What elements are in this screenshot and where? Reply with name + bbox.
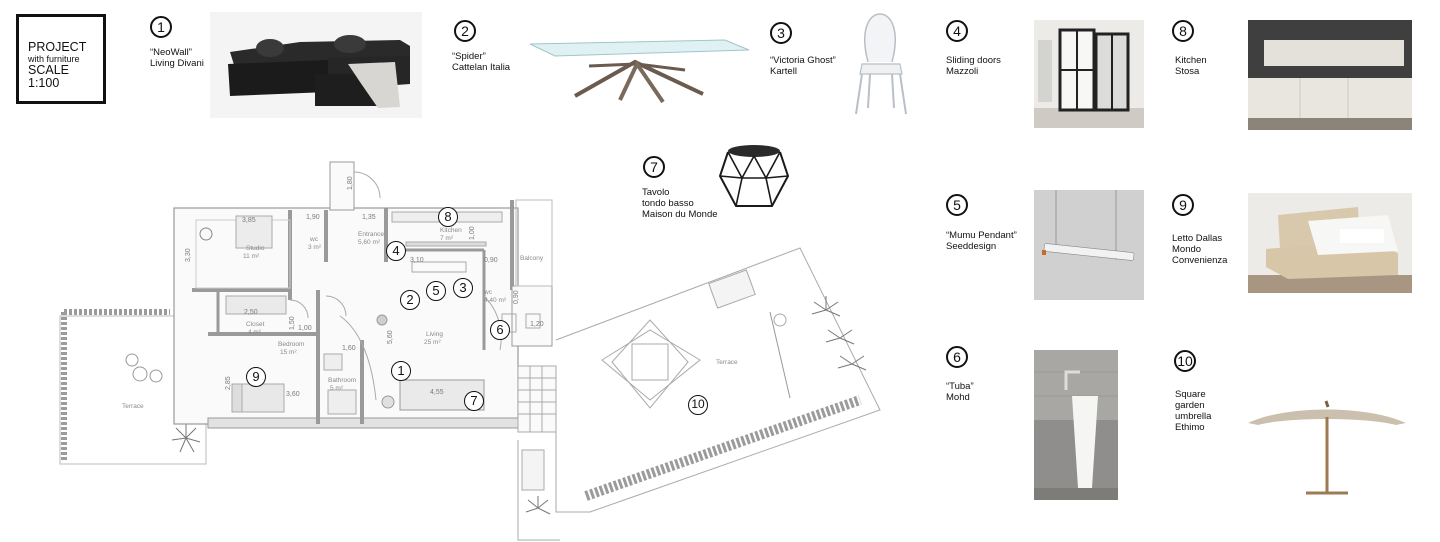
room-wc1: wc	[310, 236, 318, 243]
room-studio: Studio	[246, 245, 265, 252]
plan-marker-1: 1	[391, 361, 411, 381]
item-4-number: 4	[946, 20, 968, 42]
room-living-area: 25 m²	[424, 339, 441, 346]
plan-marker-3: 3	[453, 278, 473, 298]
item-5-label: “Mumu Pendant” Seeddesign	[946, 230, 1017, 252]
room-studio-area: 11 m²	[243, 253, 260, 260]
item-7-number: 7	[643, 156, 665, 178]
plan-marker-8: 8	[438, 207, 458, 227]
room-entrance-area: 5,60 m²	[358, 239, 381, 246]
plan-marker-10: 10	[688, 395, 708, 415]
room-kitchen-area: 7 m²	[440, 235, 453, 242]
item-1-number: 1	[150, 16, 172, 38]
item-9-number: 9	[1172, 194, 1194, 216]
item-1-label: “NeoWall” Living Divani	[150, 47, 204, 69]
dim-label: 1,80	[347, 176, 354, 190]
room-wc2-area: 4,40 m²	[484, 297, 507, 304]
item-2-label: “Spider” Cattelan Italia	[452, 51, 511, 73]
item-10-number: 10	[1174, 350, 1196, 372]
project-title: PROJECT	[28, 40, 87, 54]
project-scale: SCALE 1:100	[28, 63, 69, 90]
dim-label: 1,20	[530, 321, 544, 328]
dim-label: 1,00	[298, 325, 312, 332]
dim-label: 3,85	[242, 217, 256, 224]
room-bedroom: Bedroom	[278, 341, 305, 348]
dim-label: 3,60	[286, 391, 300, 398]
dim-label: 1,60	[342, 345, 356, 352]
plan-marker-2: 2	[400, 290, 420, 310]
item-8-label: Kitchen Stosa	[1175, 55, 1207, 77]
palm-plant-icon	[172, 424, 200, 452]
room-entrance: Entrance	[358, 231, 385, 238]
dim-label: 3,30	[185, 248, 192, 262]
dim-label: 1,00	[469, 226, 476, 240]
room-bedroom-area: 15 m²	[280, 349, 297, 356]
plan-marker-4: 4	[386, 241, 406, 261]
plan-marker-9: 9	[246, 367, 266, 387]
project-subtitle: with furniture	[28, 54, 80, 64]
item-3-label: “Victoria Ghost” Kartell	[770, 55, 836, 77]
item-6-number: 6	[946, 346, 968, 368]
item-9-label: Letto Dallas Mondo Convenienza	[1172, 233, 1228, 266]
dim-label: 2,85	[225, 376, 232, 390]
dim-label: 1,35	[362, 214, 376, 221]
item-8-number: 8	[1172, 20, 1194, 42]
dim-label: 3,10	[410, 257, 424, 264]
dim-label: 0,90	[484, 257, 498, 264]
dim-label: 1,90	[306, 214, 320, 221]
item-3-number: 3	[770, 22, 792, 44]
room-wc1-area: 3 m²	[308, 244, 321, 251]
dim-label: 1,50	[289, 316, 296, 330]
plan-marker-5: 5	[426, 281, 446, 301]
room-terrace-right: Terrace	[716, 359, 738, 366]
room-closet-area: 4 m²	[248, 329, 261, 336]
dim-label: 4,55	[430, 389, 444, 396]
room-closet: Closet	[246, 321, 265, 328]
room-bathroom: Bathroom	[328, 377, 357, 384]
room-bathroom-area: 5 m²	[330, 385, 343, 392]
dim-label: 5,60	[387, 330, 394, 344]
item-4-label: Sliding doors Mazzoli	[946, 55, 1001, 77]
right-terrace	[518, 248, 880, 540]
dim-label: 2,50	[244, 309, 258, 316]
plan-marker-7: 7	[464, 391, 484, 411]
item-5-number: 5	[946, 194, 968, 216]
room-wc2: wc	[484, 289, 492, 296]
plan-marker-6: 6	[490, 320, 510, 340]
room-balcony: Balcony	[520, 255, 544, 262]
dim-label: 0,90	[513, 290, 520, 304]
item-2-number: 2	[454, 20, 476, 42]
item-7-label: Tavolo tondo basso Maison du Monde	[642, 187, 718, 220]
room-kitchen: Kitchen	[440, 227, 462, 234]
room-terrace-left: Terrace	[122, 403, 144, 410]
room-living: Living	[426, 331, 443, 338]
item-10-label: Square garden umbrella Ethimo	[1175, 389, 1212, 433]
item-6-label: “Tuba” Mohd	[946, 381, 974, 403]
